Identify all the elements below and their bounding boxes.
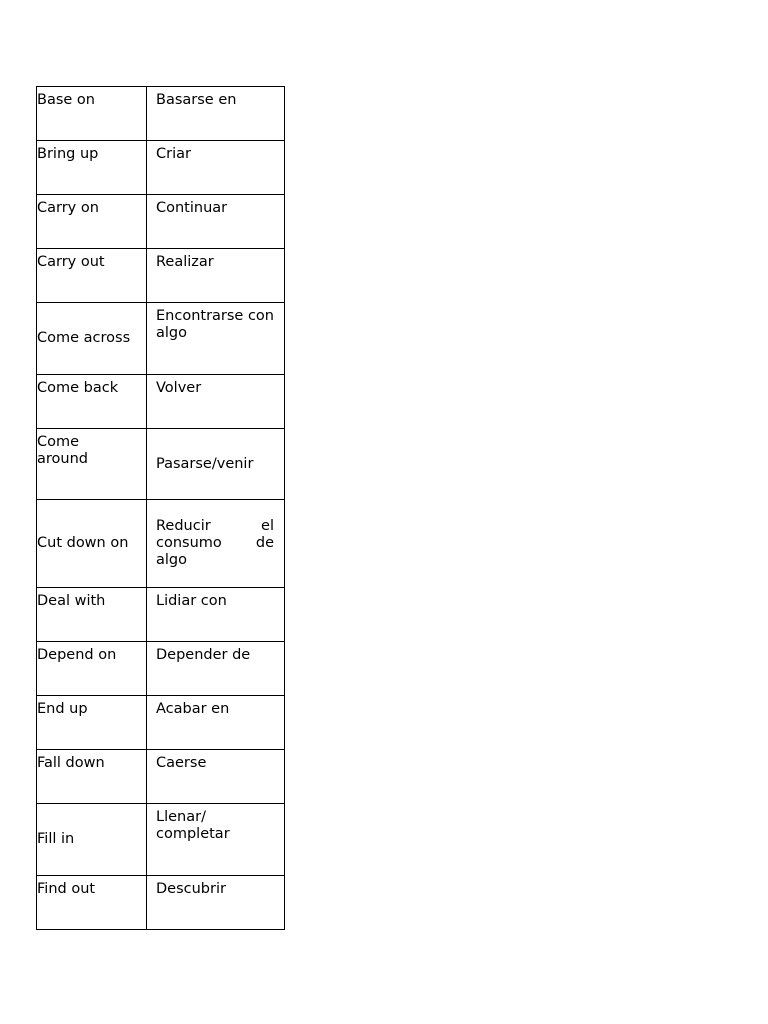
english-cell: Depend on: [37, 642, 147, 696]
english-cell: Fill in: [37, 804, 147, 876]
spanish-cell: Pasarse/venir: [147, 429, 285, 500]
table-row: [37, 804, 285, 876]
english-cell: Bring up: [37, 141, 147, 195]
english-cell: Base on: [37, 87, 147, 141]
spanish-cell: Caerse: [147, 750, 285, 804]
table-row: [37, 375, 285, 429]
english-cell: End up: [37, 696, 147, 750]
english-cell: Carry out: [37, 249, 147, 303]
english-cell: Cut down on: [37, 500, 147, 588]
table-row: [37, 876, 285, 930]
english-cell: Come across: [37, 303, 147, 375]
table-row: [37, 429, 285, 500]
spanish-cell: Volver: [147, 375, 285, 429]
spanish-cell: Criar: [147, 141, 285, 195]
table-row: [37, 588, 285, 642]
spanish-cell: Llenar/ completar: [147, 804, 285, 876]
table-row: [37, 500, 285, 588]
table-row: [37, 750, 285, 804]
spanish-cell: Lidiar con: [147, 588, 285, 642]
table-row: [37, 642, 285, 696]
spanish-cell: Realizar: [147, 249, 285, 303]
table-row: [37, 195, 285, 249]
english-cell: Find out: [37, 876, 147, 930]
spanish-cell: Encontrarse con algo: [147, 303, 285, 375]
spanish-cell: Acabar en: [147, 696, 285, 750]
spanish-cell: Reducir el consumo de algo: [147, 500, 285, 588]
english-cell: Come around: [37, 429, 147, 500]
english-cell: Come back: [37, 375, 147, 429]
spanish-cell: Depender de: [147, 642, 285, 696]
table-row: [37, 303, 285, 375]
table-row: [37, 87, 285, 141]
table-row: [37, 249, 285, 303]
english-cell: Carry on: [37, 195, 147, 249]
table-row: [37, 696, 285, 750]
spanish-cell: Continuar: [147, 195, 285, 249]
table-row: [37, 141, 285, 195]
english-cell: Fall down: [37, 750, 147, 804]
phrasal-verbs-table: [36, 86, 285, 930]
english-cell: Deal with: [37, 588, 147, 642]
spanish-cell: Descubrir: [147, 876, 285, 930]
spanish-cell: Basarse en: [147, 87, 285, 141]
